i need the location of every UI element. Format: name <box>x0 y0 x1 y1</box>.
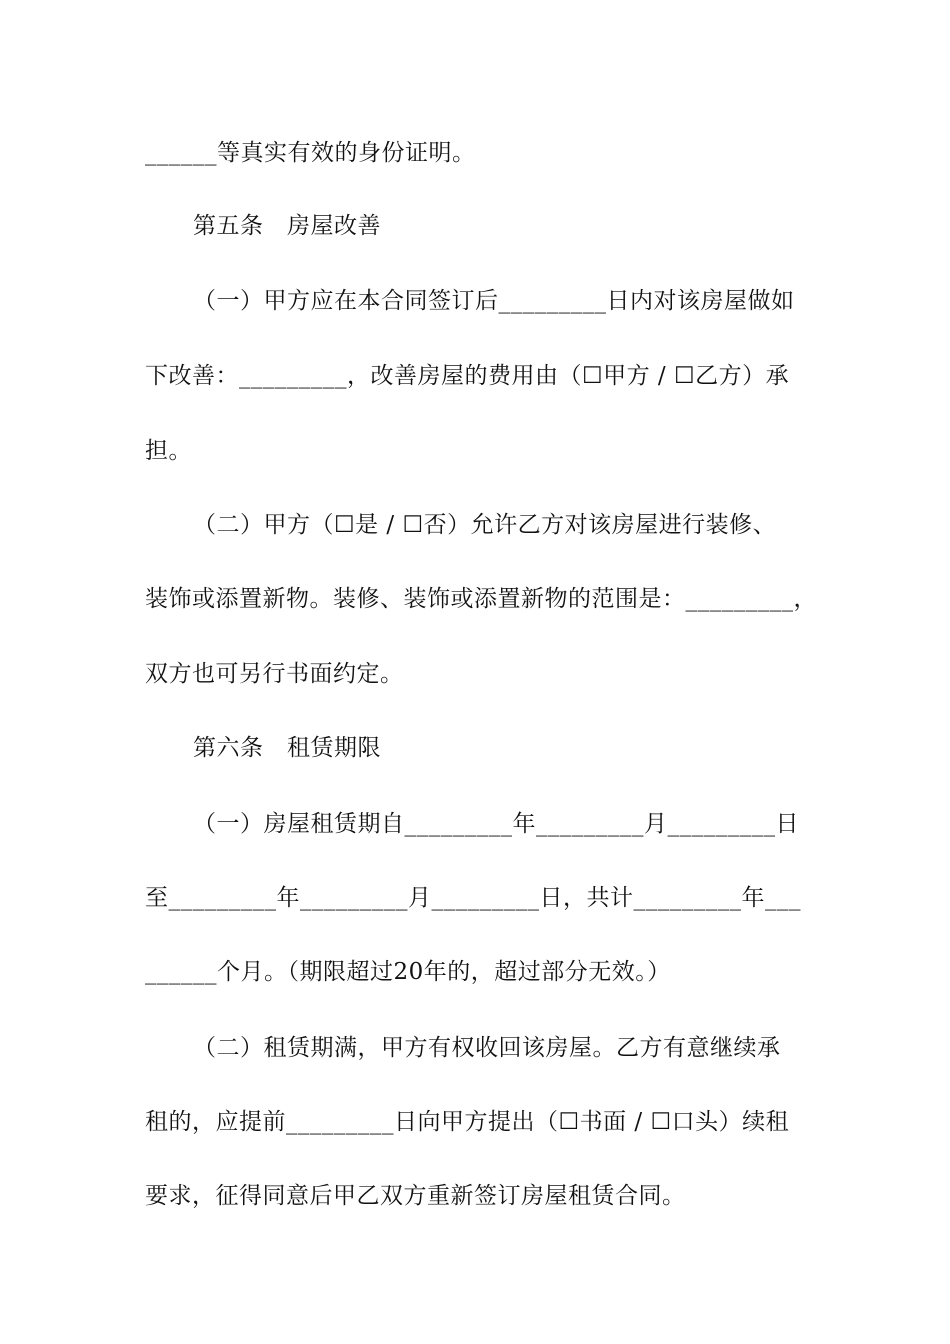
article-6-heading: 第六条 租赁期限 <box>193 735 381 761</box>
clause-6-2-line-1: （二）租赁期满，甲方有权收回该房屋。乙方有意继续承 <box>193 1035 781 1061</box>
clause-5-2-line-1: （二）甲方（☐是 / ☐否）允许乙方对该房屋进行装修、 <box>193 512 777 538</box>
clause-5-2-line-3: 双方也可另行书面约定。 <box>145 661 404 687</box>
clause-5-1-line-1: （一）甲方应在本合同签订后_________日内对该房屋做如 <box>193 288 795 314</box>
clause-5-2-line-2: 装饰或添置新物。装修、装饰或添置新物的范围是：_________， <box>145 586 817 612</box>
clause-6-2-line-2: 租的，应提前_________日向甲方提出（☐书面 / ☐口头）续租 <box>145 1109 790 1135</box>
clause-6-1-line-3: ______个月。（期限超过20年的，超过部分无效。） <box>145 959 671 985</box>
clause-5-1-line-2: 下改善：_________，改善房屋的费用由（☐甲方 / ☐乙方）承 <box>145 363 790 389</box>
clause-6-1-line-1: （一）房屋租赁期自_________年_________月_________日 <box>193 811 799 837</box>
clause-6-1-line-2: 至_________年_________月_________日，共计_________年___ <box>145 885 801 911</box>
clause-6-2-line-3: 要求，征得同意后甲乙双方重新签订房屋租赁合同。 <box>145 1183 686 1209</box>
paragraph-line-identity-proof: ______等真实有效的身份证明。 <box>145 140 476 166</box>
article-5-heading: 第五条 房屋改善 <box>193 213 381 239</box>
clause-5-1-line-3: 担。 <box>145 438 192 464</box>
